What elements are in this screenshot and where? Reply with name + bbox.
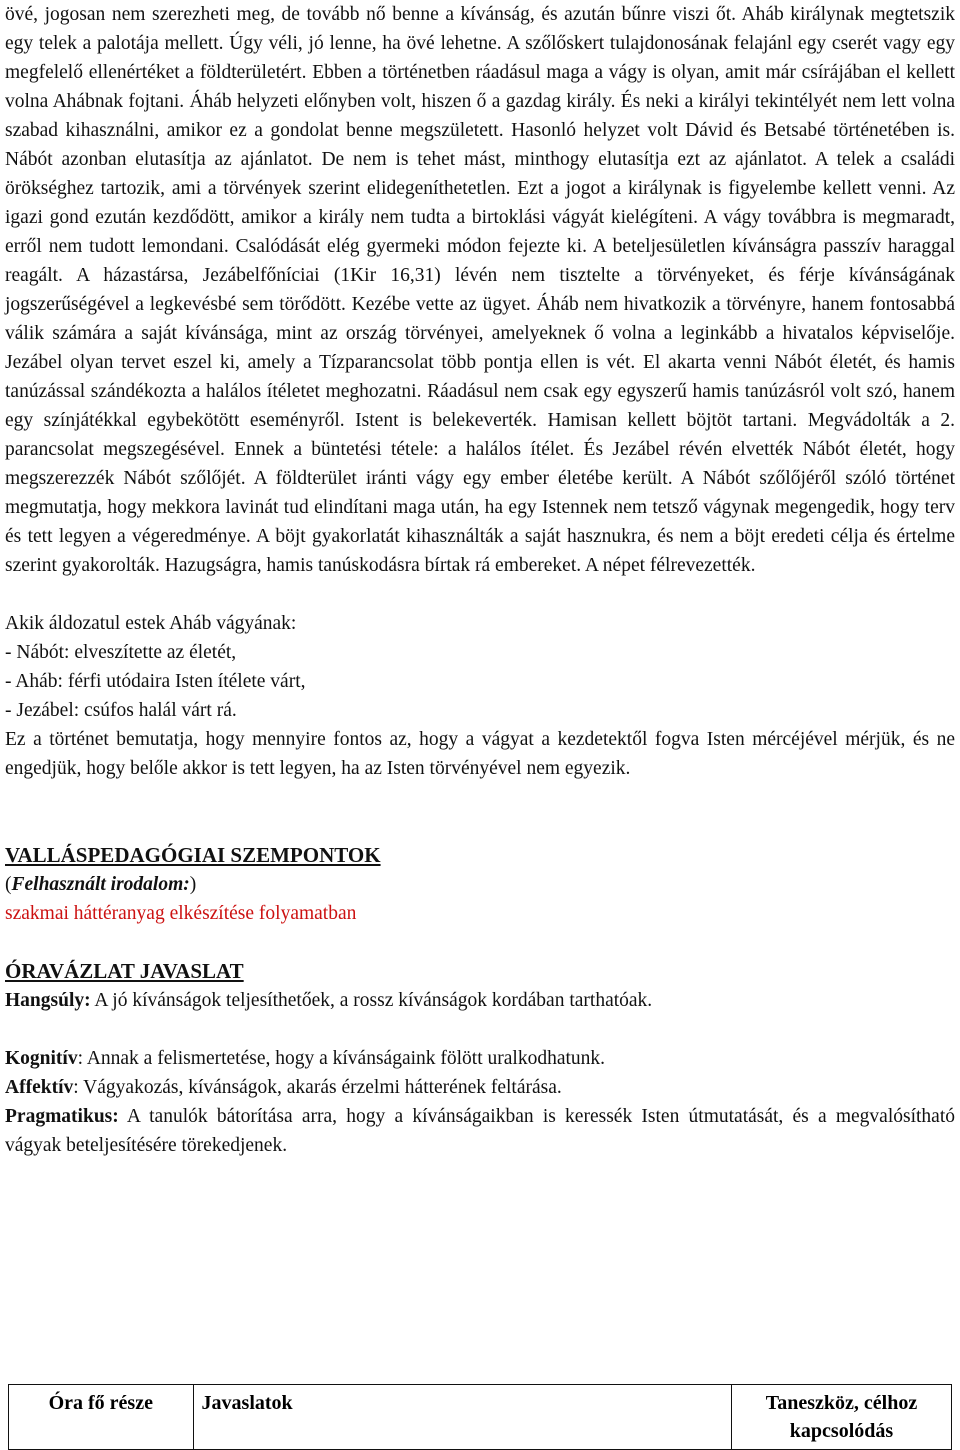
spacer: [5, 928, 955, 957]
body-paragraph: övé, jogosan nem szerezheti meg, de tovább nő benne a kívánság, és azután bűnre viszi őt. Aháb királynak megtetszik egy telek a palotája mellett. Úgy véli, jó lenne, ha övé lehetne. A szőlőskert tulajdonosának felajánl egy cserét vagy egy megfelelő ellenértéket a földterületért. Ebben a történetben ráadásul maga a vágy is olyan, amit már csírájában el kellett volna Ahábnak fojtani. Áháb helyzeti előnyben volt, hiszen ő a gazdag király. És neki a királyi tekintélyét nem lett volna szabad kihasználni, amikor ez a gondolat benne megszületett. Hasonló helyzet volt Dávid és Betsabé történetében is. Nábót azonban elutasítja az ajánlatot. De nem is tehet mást, minthogy elutasítja ezt az ajánlatot. A telek a családi örökséghez tartozik, ami a törvények szerint elidegeníthetetlen. Ezt a jogot a királynak is figyelembe kellett venni. Az igazi gond ezután kezdődött, amikor a király nem tudta a birtoklási vágyát kielégíteni. A vágy továbbra is megmaradt, erről nem tudott lemondani. Csalódását elég gyermeki módon fejezte ki. A beteljesületlen kívánságra passzív haraggal reagált. A házastársa, Jezábelfőníciai (1Kir 16,31) lévén nem tisztelte a törvényeket, és férje kívánságának jogszerűségével a legkevésbé sem törődött. Kezébe vette az ügyet. Áháb nem hivatkozik a törvényre, hanem fontosabbá válik számára a saját kívánsága, mint az ország törvényei, amelyeknek ő volna a leginkább a hivatalos képviselője. Jezábel olyan tervet eszel ki, amely a Tízparancsolat több pontja ellen is vét. El akarta venni Nábót életét, és hamis tanúzással szándékozta a halálos ítéletet meghozatni. Ráadásul nem csak egy egyszerű hamis tanúzásról volt szó, hanem egy színjátékkal egybekötött eseményről. Istent is belekeverték. Hamisan kellett böjtöt tartani. Megvádolták a 2. parancsolat megszegésével. Ennek a büntetési tétele: a halálos ítélet. És Jezábel révén elvették Nábót életét, hogy megszerezzék Nábót szőlőjét. A földterület iránti vágy egy ember életébe került. A Nábót szőlőjéről szóló történet megmutatja, hogy mekkora lavinát tud elindítani maga után, ha egy Istennek nem tetsző vágynak megengedik, hogy terv és tett legyen a végeredménye. A böjt gyakorlatát kihasználták a saját hasznukra, és nem a böjt eredeti célja és értelme szerint gyakorolták. Hazugságra, hamis tanúskodásra bírtak rá embereket. A népet félrevezették.: [5, 4, 955, 576]
status-note: szakmai háttéranyag elkészítése folyamatban: [5, 903, 357, 924]
spacer: [5, 1015, 955, 1044]
document-page: [5, 0, 955, 1160]
pragmatic-line: Pragmatikus: A tanulók bátorítása arra, hogy a kívánságaikban is keressék Isten útmutatását, és a megvalósítható vágyak beteljesítésére törekedjenek.: [5, 1106, 955, 1156]
conclusion-paragraph: Ez a történet bemutatja, hogy mennyire fontos az, hogy a vágyat a kezdetektől fogva Isten mércéjével mérjük, és ne engedjük, hogy belőle akkor is tett legyen, ha az Isten törvényével nem egyezik.: [5, 729, 955, 779]
cognitive-label: Kognitív: [5, 1048, 78, 1069]
victim-item: - Jezábel: csúfos halál várt rá.: [5, 700, 237, 721]
table-header-row: [9, 1385, 952, 1450]
affective-line: Affektív: Vágyakozás, kívánságok, akarás érzelmi hátterének feltárása.: [5, 1077, 562, 1098]
section-heading-lesson-plan: ÓRAVÁZLAT JAVASLAT: [5, 959, 244, 983]
pragmatic-label: Pragmatikus:: [5, 1106, 119, 1127]
literature-label: Felhasznált irodalom:: [11, 874, 190, 895]
spacer: [5, 783, 955, 841]
lesson-plan-table: [8, 1384, 952, 1450]
spacer: [5, 580, 955, 609]
literature-line: (Felhasznált irodalom:): [5, 874, 197, 895]
table-header-cell: Taneszköz, célhoz kapcsolódás: [731, 1385, 951, 1450]
affective-label: Affektív: [5, 1077, 74, 1098]
table-header-cell: Óra fő része: [9, 1385, 194, 1450]
emphasis-label: Hangsúly:: [5, 990, 91, 1011]
victims-intro: Akik áldozatul estek Aháb vágyának:: [5, 613, 297, 634]
victim-item: - Aháb: férfi utódaira Isten ítélete várt,: [5, 671, 306, 692]
emphasis-line: Hangsúly: A jó kívánságok teljesíthetőek, a rossz kívánságok kordában tarthatóak.: [5, 990, 653, 1011]
table-header-cell: Javaslatok: [193, 1385, 731, 1450]
cognitive-line: Kognitív: Annak a felismertetése, hogy a kívánságaink fölött uralkodhatunk.: [5, 1048, 606, 1069]
victim-item: - Nábót: elveszítette az életét,: [5, 642, 237, 663]
section-heading-pedagogy: VALLÁSPEDAGÓGIAI SZEMPONTOK: [5, 843, 381, 867]
